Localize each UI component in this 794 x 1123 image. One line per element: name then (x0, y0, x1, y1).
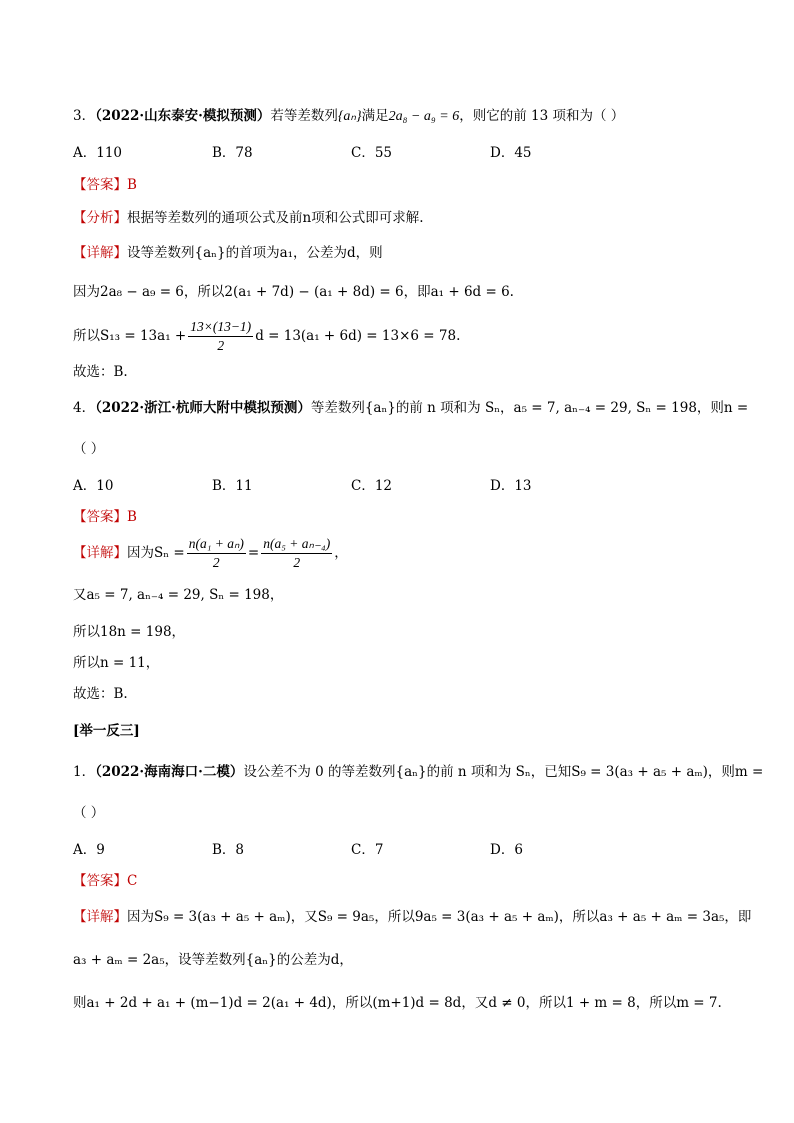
q4-stem (73, 398, 748, 418)
q4-option-b: B．11 (212, 478, 253, 494)
q3-detail-3 (73, 318, 460, 355)
p1-stem (73, 762, 763, 782)
q3-option-b: B．78 (212, 145, 253, 161)
q3-stem (73, 106, 624, 127)
q3-stem-math1: {aₙ} (337, 109, 362, 124)
q3-detail-label: 【详解】 (73, 245, 127, 261)
q4-detail-1-equals: = (247, 545, 260, 561)
q3-detail-1 (73, 243, 383, 263)
q3-number: 3． (73, 108, 96, 124)
q3-answer-label: 【答案】 (73, 177, 127, 193)
q4-fraction-1-numerator: n(a₁ + aₙ) (187, 535, 246, 554)
q4-detail-1-prefix: 因为Sₙ = (127, 545, 185, 561)
q3-conclusion: 故选：B. (73, 364, 128, 380)
q4-detail-1 (73, 534, 348, 572)
p1-option-b: B．8 (212, 842, 245, 858)
q3-stem-math2: 2a₈ − a₉ = 6 (388, 109, 460, 124)
p1-number: 1． (73, 764, 96, 780)
q4-fraction-1-denominator: 2 (212, 555, 220, 570)
p1-paren: （ ） (73, 805, 105, 821)
p1-source: （2022·海南海口·二模） (95, 764, 244, 780)
q3-option-c: C．55 (351, 145, 393, 161)
q4-detail-2: 又a₅ = 7, aₙ₋₄ = 29, Sₙ = 198， (73, 587, 284, 603)
q3-detail-1-text: 设等差数列{aₙ}的首项为a₁，公差为d，则 (127, 245, 383, 261)
q3-fraction-numerator: 13×(13−1) (188, 318, 253, 337)
p1-answer-label: 【答案】 (73, 873, 127, 889)
q3-analysis-text: 根据等差数列的通项公式及前n项和公式即可求解. (127, 210, 424, 226)
q4-detail-label: 【详解】 (73, 545, 127, 561)
q3-analysis (73, 208, 424, 228)
q3-analysis-label: 【分析】 (73, 210, 127, 226)
q3-option-a: A．110 (73, 145, 123, 161)
q4-fraction-1 (187, 535, 246, 572)
q4-detail-1-suffix: ， (334, 545, 348, 561)
q3-option-d: D．45 (490, 145, 532, 161)
q4-detail-3: 所以18n = 198， (73, 624, 186, 640)
p1-option-c: C．7 (351, 842, 384, 858)
p1-stem-text: 设公差不为 0 的等差数列{aₙ}的前 n 项和为 Sₙ，已知S₉ = 3(a₃ + a₅ + aₘ)，则m = (243, 764, 764, 780)
p1-options (73, 840, 629, 860)
q3-stem-text2: 满足 (361, 108, 389, 124)
q3-stem-text3: ，则它的前 13 项和为（ ） (459, 108, 625, 124)
q4-conclusion: 故选：B. (73, 686, 128, 702)
q4-answer-label: 【答案】 (73, 509, 127, 525)
q3-answer-value: B (127, 177, 137, 193)
q3-fraction-denominator: 2 (217, 338, 225, 353)
q3-options (73, 143, 629, 163)
p1-answer (73, 871, 137, 891)
p1-detail-label: 【详解】 (73, 909, 127, 925)
q3-detail-2: 因为2a₈ − a₉ = 6，所以2(a₁ + 7d) − (a₁ + 8d) = 6，即a₁ + 6d = 6. (73, 284, 514, 300)
q3-stem-text: 若等差数列 (270, 108, 338, 124)
p1-detail-1-text: 因为S₉ = 3(a₃ + a₅ + aₘ)，又S₉ = 9a₅，所以9a₅ = 3(a₃ + a₅ + aₘ)，所以a₃ + a₅ + aₘ = 3a₅，即 (127, 909, 752, 925)
p1-detail-2: a₃ + aₘ = 2a₅，设等差数列{aₙ}的公差为d， (73, 952, 353, 968)
q3-source: （2022·山东泰安·模拟预测） (95, 108, 271, 124)
q4-source: （2022·浙江·杭师大附中模拟预测） (95, 400, 311, 416)
q4-option-d: D．13 (490, 478, 532, 494)
p1-detail-3: 则a₁ + 2d + a₁ + (m−1)d = 2(a₁ + 4d)，所以(m+1)d = 8d，又d ≠ 0，所以1 + m = 8，所以m = 7. (73, 995, 722, 1011)
q3-detail-3-suffix: d = 13(a₁ + 6d) = 13×6 = 78. (255, 328, 461, 344)
p1-detail-1 (73, 907, 751, 927)
q4-stem-text: 等差数列{aₙ}的前 n 项和为 Sₙ，a₅ = 7, aₙ₋₄ = 29, Sₙ = 198，则n = (310, 400, 749, 416)
q4-answer (73, 507, 137, 527)
section-title: [举一反三] (73, 723, 140, 739)
p1-answer-value: C (127, 873, 138, 889)
q3-answer (73, 175, 137, 195)
q4-fraction-2 (261, 535, 332, 572)
q4-option-a: A．10 (73, 478, 114, 494)
q4-fraction-2-denominator: 2 (293, 555, 301, 570)
q3-detail-3-prefix: 所以S₁₃ = 13a₁ + (73, 328, 187, 344)
q4-option-c: C．12 (351, 478, 393, 494)
p1-option-d: D．6 (490, 842, 523, 858)
q4-number: 4． (73, 400, 96, 416)
q4-options (73, 476, 629, 496)
q4-paren: （ ） (73, 441, 105, 457)
q4-answer-value: B (127, 509, 137, 525)
q4-fraction-2-numerator: n(a₅ + aₙ₋₄) (261, 535, 332, 554)
p1-option-a: A．9 (73, 842, 105, 858)
q4-detail-4: 所以n = 11， (73, 655, 160, 671)
q3-fraction (188, 318, 253, 355)
